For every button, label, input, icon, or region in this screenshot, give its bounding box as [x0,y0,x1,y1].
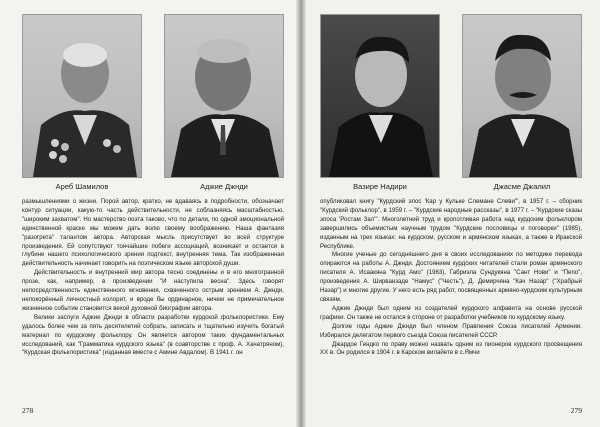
paragraph: Долгие годы Аджие Джнди был членом Правления Союза писателей Армении. Избирался делегатом первого съезда Союза писателей СССР. [320,322,582,339]
photo-caption: Аджие Джнди [200,182,248,191]
photo-block-jalil [462,14,582,192]
photo-caption: Ареб Шамилов [55,182,109,191]
photo-block-shamilov [22,14,142,192]
paragraph: размышлениями о жизни. Порой автор, кратко, не вдаваясь в подробности, обозначает контур ситуации, какую-то часть действительности, не соблазняясь масштабностью, "широким захватом". Но мастерство поэта таково, что по детали, по одной эмоциональной единственной краске мы можем дать волю своему воображению. Наша фантазия "разогрета" талантом автора. Авторская мысль присутствует во всей структуре произведения. Ей сопутствуют тончайшие побеги ассоциаций, возникает и остается в глубине нашего психологического зрения подтекст, внутренняя тема. Так изображенная действительность начинает говорить на поэтическом языке авторской души. [22,198,284,268]
paragraph: Многие ученые до сегодняшнего дня в своих исследованиях по методике перевода опираются на работы А. Джнди. Достоянием курдских читателей стали роман армянского писателя А. Исаакяна "Курд Амо" (1963), Габриэла Сундукяна "Сант Нови" и "Пепо", произведения А. Ширванзаде "Намус" ("Честь"), Д. Демирчяна "Кач Назар" ("Храбрый Назар") и многие другие. У него есть ряд работ, посвященных армяно-курдским культурным связям. [320,251,582,303]
portrait-nadiri-drawing [321,15,439,177]
left-body-text [22,198,284,358]
photo-caption: Джасме Джалил [493,182,551,191]
portrait-man-mustache-icon [462,14,582,178]
photo-caption: Вазире Надири [353,182,407,191]
photo-block-nadiri [320,14,440,192]
right-photo-row [320,14,582,192]
portrait-man-suit-icon [164,14,284,178]
page-number-left: 278 [22,406,34,415]
paragraph: опубликовал книгу "Курдский эпос 'Кар у Кульке Слемане Слеви'", в 1957 г. – сборник "Курдский фольклор", в 1959 г. – "Курдские народные рассказы", в 1977 г. – "Курдские сказы эпоса 'Ростам Зал'". Многолетний труд и кропотливая работа над курдским фольклором завершились объемистым научным трудом "Курдские пословицы и поговорки" (1985), изданным на трех языках: на курдском, русском и армянском языках, а также в Иракской Республике. [320,198,582,250]
portrait-jndi-drawing [165,15,283,177]
right-page [300,0,600,427]
book-gutter [296,0,306,427]
portrait-jalil-drawing [463,15,581,177]
left-photo-row [22,14,284,192]
paragraph: Действительность и внутренний мир автора тесно соединены и в его многогранной прозе, как, например, в произведении "И наступила весна". Здесь говорят непосредственность единственного мгновения, схваченного острым зрением А. Джнди, непокорённый личностный колорит, и вроде бы ординарное, ничем не примечательное жизненное событие становится вехой духовной биографии автора. [22,269,284,312]
right-body-text [320,198,582,358]
portrait-shamilov-drawing [23,15,141,177]
portrait-old-man-medals-icon [22,14,142,178]
page-number-right: 279 [570,406,582,415]
paragraph: Аджие Джнди был одним из создателей курдского алфавита на основе русской графики. Он также не остался в стороне от разработки учебников по курдскому языку. [320,304,582,321]
photo-block-jndi [164,14,284,192]
portrait-young-man-icon [320,14,440,178]
paragraph: Джардое Гендко по праву можно назвать одним из пионеров курдского просвещения XX в. Он родился в 1904 г. в Карском вилайете в с.Ямчи [320,340,582,357]
paragraph: Велики заслуги Аджие Джнди в области разработки курдской фольклористики. Ему удалось более чем за пять десятилетий собрать, записать и тщательно изучить богатый материал по курдскому фольклору. Он является автором таких фундаментальных исследований, как "Грамматика курдского языка" (в соавторстве с проф. А. Хачатряном), "Курдская фольклористика" (изданная вместе с Амине Авдалом). В 1941 г. он [22,313,284,357]
